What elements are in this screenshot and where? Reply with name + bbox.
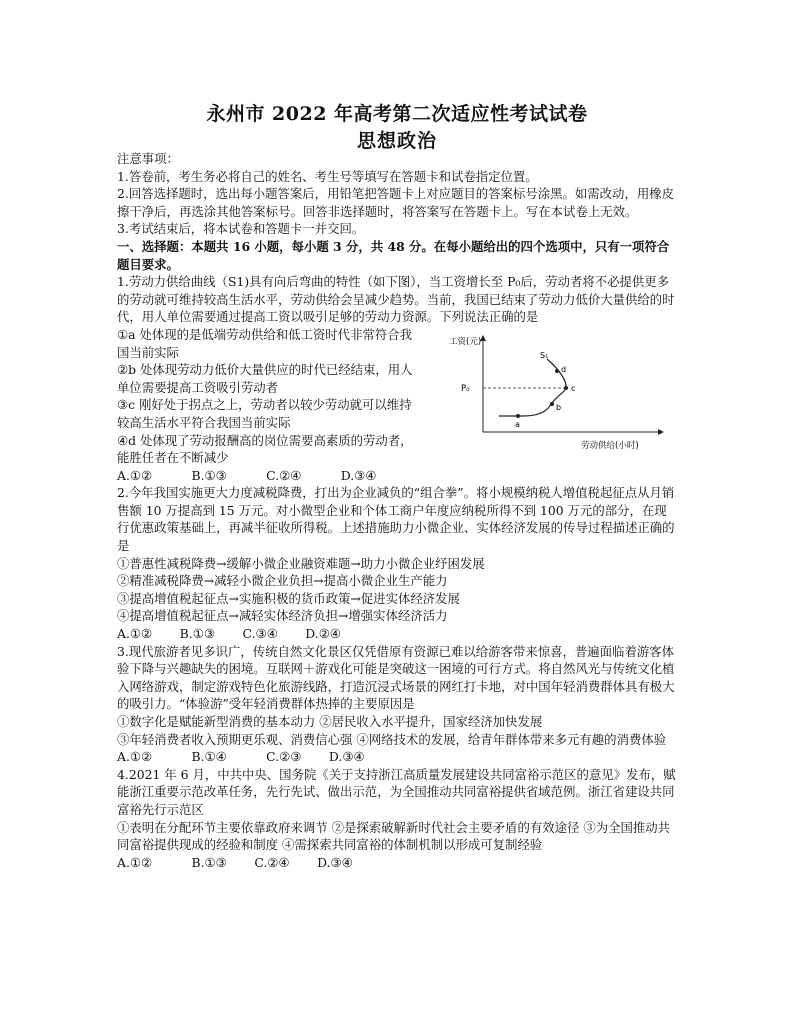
- exam-subject: 思想政治: [356, 130, 437, 152]
- point-d: [555, 369, 559, 373]
- notice-item: 3.考试结束后，将本试卷和答题卡一并交回。: [117, 221, 365, 237]
- option: ④提高增值税起征点→减轻实体经济负担→增强实体经济活力: [117, 608, 448, 624]
- option: ③c 刚好处于拐点之上，劳动者以较少劳动就可以维持较高生活水平符合我国当前实际: [117, 397, 412, 430]
- point-c: [564, 386, 568, 390]
- p0-label: P₀: [461, 383, 470, 394]
- question-1-answers: A.①② B.①③ C.②④ D.③④: [117, 467, 377, 483]
- point-c-label: c: [571, 383, 576, 393]
- point-b-label: b: [556, 402, 562, 412]
- notice-heading: 注意事项：: [117, 151, 179, 166]
- question-2-answers: A.①② B.①③ C.③④ D.②④: [117, 626, 341, 642]
- question-1-stem: 1.劳动力供给曲线（S1)具有向后弯曲的特性（如下图），当工资增长至 P₀后，劳动者将不必提供更多的劳动就可维持较高生活水平，劳动供给会呈减少趋势。当前，我国已结束了劳动力低价大量供给的时代，用人单位需要通过提高工资以吸引足够的劳动力资源。下列说法正确的是: [117, 274, 675, 325]
- point-a: [516, 414, 520, 418]
- point-d-label: d: [561, 364, 567, 374]
- exam-title: 永州市 2022 年高考第二次适应性考试试卷: [206, 103, 588, 125]
- option: ①普惠性减税降费→缓解小微企业融资难题→助力小微企业纾困发展: [117, 555, 485, 571]
- section-heading: 一、选择题：本题共 16 小题，每小题 3 分，共 48 分。在每小题给出的四个选项中，只有一项符合题目要求。: [117, 238, 670, 272]
- y-axis-label: 工资(元): [449, 336, 482, 347]
- option: ③提高增值税起征点→实施积极的货币政策→促进实体经济发展: [117, 590, 460, 606]
- point-b: [550, 402, 554, 406]
- question-2-stem: 2.今年我国实施更大力度减税降费，打出为企业减负的“组合拳”。将小规模纳税人增值税起征点从月销售额 10 万提高到 15 万元。对小微型企业和个体工商户年度应纳税所得不到 100 万元的部分，在现行优惠政策基础上，再减半征收所得税。上述措施助力小微企业、实体经济发展的传导过程描述正确的是: [117, 485, 675, 554]
- exam-body: [117, 150, 679, 871]
- option: ②b 处体现劳动力低价大量供应的时代已经结束，用人单位需要提高工资吸引劳动者: [117, 362, 413, 395]
- question-3-stem: 3.现代旅游者见多识广，传统自然文化景区仅凭借原有资源已难以给游客带来惊喜，普遍面临着游客体验下降与兴趣缺失的困境。互联网＋游戏化可能是突破这一困境的可行方式。将自然风光与传统文化植入网络游戏，制定游戏特色化旅游线路，打造沉浸式场景的网红打卡地，对中国年轻消费群体具有极大的吸引力。“体验游”受年轻消费群体热捧的主要原因是: [117, 643, 675, 712]
- question-3-answers: A.①② B.①④ C.②③ D.③④: [117, 749, 365, 765]
- option: ②精准减税降费→减轻小微企业负担→提高小微企业生产能力: [117, 573, 448, 589]
- option: ③年轻消费者收入预期更乐观、消费信心强 ④网络技术的发展，给青年群体带来多元有趣的消费体验: [117, 731, 667, 747]
- x-axis-label: 劳动供给(小时): [581, 440, 639, 451]
- option: ①表明在分配环节主要依靠政府来调节 ②是探索破解新时代社会主要矛盾的有效途径 ③为全国推动共同富裕提供现成的经验和制度 ④需探索共同富裕的体制机制以形成可复制经验: [117, 819, 671, 853]
- notice-item: 1.答卷前，考生务必将自己的姓名、考生号等填写在答题卡和试卷指定位置。: [117, 168, 538, 184]
- point-a-label: a: [515, 419, 520, 429]
- s1-label: S₁: [540, 350, 549, 360]
- question-1-body: [117, 326, 679, 467]
- notice-item: 2.回答选择题时，选出每小题答案后，用铅笔把答题卡上对应题目的答案标号涂黑。如需改动，用橡皮擦干净后，再选涂其他答案标号。回答非选择题时，将答案写在答题卡上。写在本试卷上无效。: [117, 186, 675, 219]
- option: ①数字化是赋能新型消费的基本动力 ②居民收入水平提升，国家经济加快发展: [117, 714, 543, 729]
- labor-supply-graph: [443, 326, 683, 452]
- question-4-stem: 4.2021 年 6 月，中共中央、国务院《关于支持浙江高质量发展建设共同富裕示范区的意见》发布，赋能浙江重要示范改革任务，先行先试、做出示范，为全国推动共同富裕提供省域范例。浙江省建设共同富裕先行示范区: [117, 766, 676, 817]
- question-1-options: [117, 326, 417, 467]
- option: ①a 处体现的是低端劳动供给和低工资时代非常符合我国当前实际: [117, 326, 413, 360]
- question-4-answers: A.①② B.①③ C.②④ D.③④: [117, 854, 353, 870]
- option: ④d 处体现了劳动报酬高的岗位需要高素质的劳动者，能胜任者在不断减少: [117, 432, 413, 466]
